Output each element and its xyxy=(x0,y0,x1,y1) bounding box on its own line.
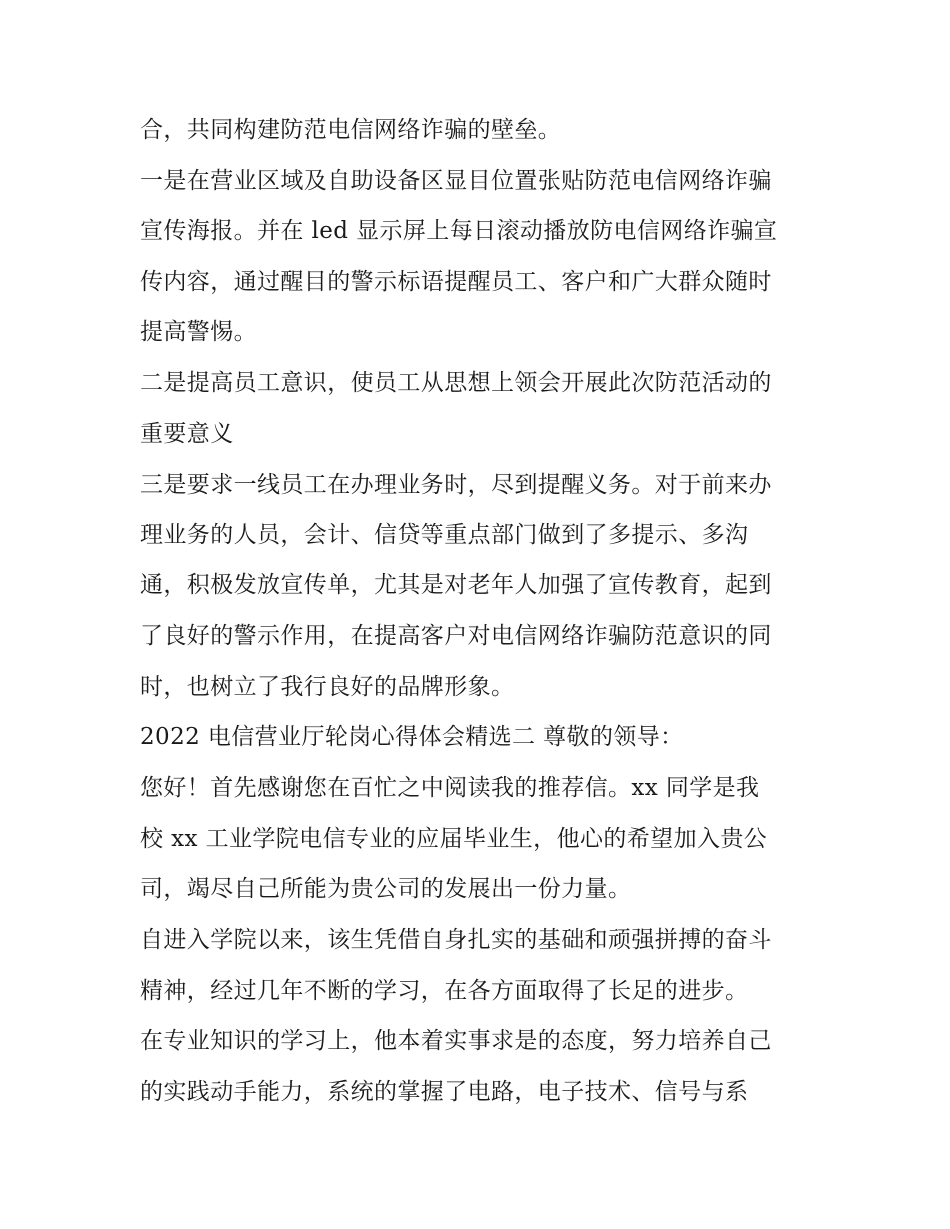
text-line: 2022 电信营业厅轮岗心得体会精选二 尊敬的领导： xyxy=(140,724,684,750)
text-line: 自进入学院以来，该生凭借自身扎实的基础和顽强拼搏的奋斗 xyxy=(140,927,772,953)
text-line: 您好！首先感谢您在百忙之中阅读我的推荐信。xx 同学是我 xyxy=(140,775,760,801)
text-line: 宣传海报。并在 led 显示屏上每日滚动播放防电信网络诈骗宣 xyxy=(140,218,778,244)
text-line: 二是提高员工意识，使员工从思想上领会开展此次防范活动的 xyxy=(140,370,772,396)
text-line: 了良好的警示作用，在提高客户对电信网络诈骗防范意识的同 xyxy=(140,623,772,649)
text-line: 提高警惕。 xyxy=(140,319,257,345)
text-line: 在专业知识的学习上，他本着实事求是的态度，努力培养自己 xyxy=(140,1028,772,1054)
text-line: 时，也树立了我行良好的品牌形象。 xyxy=(140,674,515,700)
text-line: 精神，经过几年不断的学习，在各方面取得了长足的进步。 xyxy=(140,978,749,1004)
text-line: 合，共同构建防范电信网络诈骗的壁垒。 xyxy=(140,117,562,143)
text-line: 的实践动手能力，系统的掌握了电路，电子技术、信号与系 xyxy=(140,1079,749,1105)
text-line: 重要意义 xyxy=(140,421,234,447)
text-line: 校 xx 工业学院电信专业的应届毕业生，他心的希望加入贵公 xyxy=(140,826,768,852)
text-line: 理业务的人员，会计、信贷等重点部门做到了多提示、多沟 xyxy=(140,522,749,548)
text-line: 司，竭尽自己所能为贵公司的发展出一份力量。 xyxy=(140,876,632,902)
text-line: 三是要求一线员工在办理业务时，尽到提醒义务。对于前来办 xyxy=(140,472,772,498)
text-line: 一是在营业区域及自助设备区显目位置张贴防范电信网络诈骗 xyxy=(140,168,772,194)
text-line: 通，积极发放宣传单，尤其是对老年人加强了宣传教育，起到 xyxy=(140,572,772,598)
text-line: 传内容，通过醒目的警示标语提醒员工、客户和广大群众随时 xyxy=(140,269,772,295)
